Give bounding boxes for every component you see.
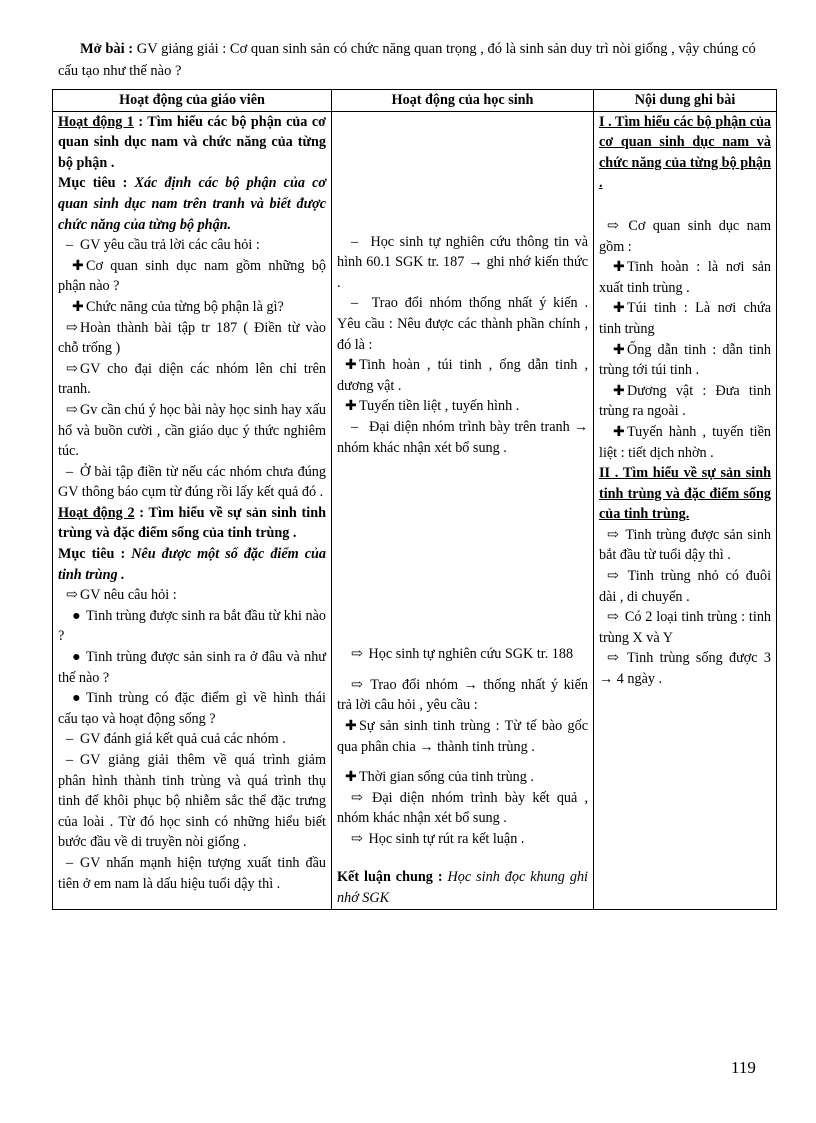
lesson-table [52,89,777,910]
objective-2: Mục tiêu : Nêu được một số đặc điểm của tinh trùng . [58,546,326,583]
list-item: ⇨ Đại diện nhóm trình bày kết quả , nhóm khác nhận xét bổ sung . [337,789,588,827]
list-item: – Ở bài tập điền từ nếu các nhóm chưa đúng GV thông báo cụm từ đúng rồi lấy kết quả đó . [58,463,326,501]
section-1-title: I . Tìm hiểu các bộ phận của cơ quan sinh dục nam và chức năng của từng bộ phận . [599,113,771,192]
list-item: ⇨ Gv cần chú ý học bài này học sinh hay xấu hổ và buồn cười , cần giáo dục ý thức nghiêm túc. [58,401,326,460]
list-item: ✚ Túi tinh : Là nơi chứa tinh trùng [599,300,771,337]
list-item: ● Tinh trùng được sinh ra bắt đầu từ khi nào ? [58,607,326,645]
header-teacher: Hoạt động của giáo viên [53,90,332,112]
intro-text: GV giảng giải : Cơ quan sinh sản có chức năng quan trọng , đó là sinh sản duy trì nòi giống , vậy chúng có cấu tạo như thế nào ? [58,41,756,79]
list-item: ✚ Tuyến hành , tuyến tiền liệt : tiết dịch nhờn . [599,423,771,461]
header-content: Nội dung ghi bài [594,90,777,112]
activity-2-heading: Hoạt động 2 : Tìm hiểu về sự sản sinh tinh trùng và đặc điểm sống của tinh trùng . [58,504,326,542]
list-item: ⇨ Tinh trùng sống được 3 → 4 ngày . [599,650,771,688]
list-item: ✚ Dương vật : Đưa tinh trùng ra ngoài . [599,382,771,420]
page-number: 119 [731,1058,756,1077]
list-item: ⇨ Học sinh tự nghiên cứu SGK tr. 188 [351,646,574,663]
list-item: – GV giảng giải thêm về quá trình giảm phân hình thành tinh trùng và quá trình thụ tinh để khôi phục bộ nhiễm sắc thể đặc trưng của loài . Từ đó học sinh có những hiểu biết bước đầu về di truyền nòi giống . [58,752,326,851]
table-body-row [53,111,777,909]
list-item: ⇨ Học sinh tự rút ra kết luận . [351,830,525,847]
list-item: ✚ Sự sản sinh tinh trùng : Từ tế bào gốc qua phân chia → thành tinh trùng . [337,717,588,755]
list-item: ⇨ GV cho đại diện các nhóm lên chỉ trên tranh. [58,360,326,398]
section-2-title: II . Tìm hiểu về sự sản sinh tinh trùng và đặc điểm sống của tinh trùng. [599,465,771,523]
list-item: ⇨ Tinh trùng được sản sinh bắt đầu từ tuổi dậy thì . [599,526,772,564]
activity-1-heading: Hoạt động 1 : Tìm hiểu các bộ phận của cơ quan sinh dục nam và chức năng của từng bộ phận . [58,113,326,171]
list-item: ⇨ Hoàn thành bài tập tr 187 ( Điền từ vào chỗ trống ) [58,319,326,357]
list-item: ✚ Tuyến tiền liệt , tuyến hình . [345,398,520,415]
table-header-row [53,90,777,112]
list-item: ⇨ GV nêu câu hỏi : [66,587,177,604]
list-item: ⇨ Tinh trùng nhỏ có đuôi dài , di chuyển . [599,568,772,605]
list-item: – GV đánh giá kết quả cuả các nhóm . [66,731,286,748]
list-item: ✚ Tinh hoàn , túi tinh , ống dẫn tinh , dương vật . [337,357,588,394]
list-item: – GV nhấn mạnh hiện tượng xuất tinh đầu tiên ở em nam là dấu hiệu tuổi dậy thì . [58,854,326,892]
content-column [594,111,777,909]
list-item: ✚ Thời gian sống của tinh trùng . [345,769,534,786]
list-item: ● Tinh trùng được sản sinh ra ở đâu và như thế nào ? [58,649,326,686]
list-item: ⇨ Có 2 loại tinh trùng : tinh trùng X và Y [599,609,772,646]
objective-1: Mục tiêu : Xác định các bộ phận của cơ quan sinh dục nam trên tranh và biết được chức năng của từng bộ phận. [58,175,326,233]
list-item: – Đại diện nhóm trình bày trên tranh → nhóm khác nhận xét bổ sung . [337,418,589,456]
list-item: – Học sinh tự nghiên cứu thông tin và hình 60.1 SGK tr. 187 → ghi nhớ kiến thức . [337,233,588,291]
list-item: ✚ Tinh hoàn : là nơi sản xuất tinh trùng . [599,259,771,296]
header-student: Hoạt động của học sinh [332,90,594,112]
intro-label: Mở bài : [80,41,134,57]
list-item: – GV yêu cầu trả lời các câu hỏi : [66,237,260,254]
intro-paragraph [58,38,770,82]
list-item: – Trao đổi nhóm thống nhất ý kiến . Yêu cầu : Nêu được các thành phần chính , đó là : [337,295,588,353]
list-item: ● Tinh trùng có đặc điểm gì về hình thái cấu tạo và hoạt động sống ? [58,690,326,727]
general-conclusion: Kết luận chung : Học sinh đọc khung ghi nhớ SGK [337,869,588,907]
student-column [332,111,594,909]
teacher-column [53,111,332,909]
list-item: ✚ Cơ quan sinh dục nam gồm những bộ phận nào ? [58,257,326,295]
list-item: ⇨ Cơ quan sinh dục nam gồm : [599,217,772,255]
list-item: ✚ Chức năng của từng bộ phận là gì? [72,298,284,315]
list-item: ✚ Ống dẫn tinh : dẫn tinh trùng tới túi tinh . [599,341,771,379]
list-item: ⇨ Trao đổi nhóm → thống nhất ý kiến trả lời câu hỏi , yêu cầu : [337,676,588,714]
